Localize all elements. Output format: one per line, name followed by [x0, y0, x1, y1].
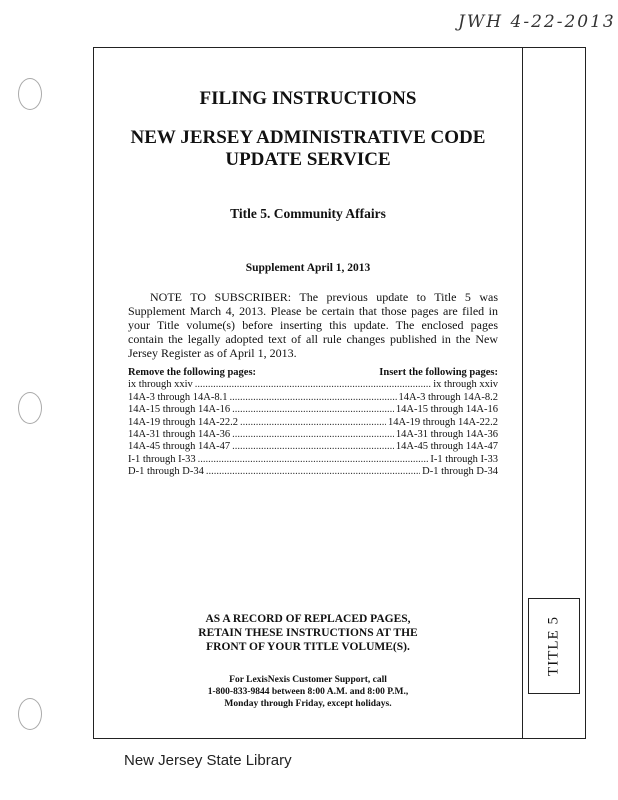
library-stamp: New Jersey State Library	[124, 752, 292, 769]
punch-hole	[18, 698, 42, 730]
dot-leader	[232, 441, 394, 453]
handwritten-initials-date: JWH 4-22-2013	[458, 12, 616, 32]
support-line: 1-800-833-9844 between 8:00 A.M. and 8:00 P.M.,	[207, 687, 409, 697]
insert-pages: 14A-19 through 14A-22.2	[388, 416, 498, 428]
dot-leader	[229, 392, 396, 404]
record-instructions	[93, 612, 523, 654]
insert-pages: 14A-15 through 14A-16	[395, 404, 498, 416]
remove-header: Remove the following pages:	[128, 367, 257, 378]
page-replacement-table	[128, 367, 498, 479]
punch-hole	[18, 392, 42, 424]
insert-pages: D-1 through D-34	[422, 466, 498, 478]
record-line: FRONT OF YOUR TITLE VOLUME(S).	[206, 641, 410, 653]
dot-leader	[240, 417, 386, 429]
code-heading	[93, 127, 523, 171]
remove-pages: ix through xxiv	[128, 379, 193, 391]
customer-support-info	[93, 674, 523, 710]
insert-pages: I-1 through I-33	[430, 453, 498, 465]
table-row	[128, 379, 498, 391]
remove-pages: I-1 through I-33	[128, 453, 196, 465]
subscriber-note	[128, 290, 498, 360]
remove-pages: 14A-19 through 14A-22.2	[128, 416, 238, 428]
table-row	[128, 466, 498, 478]
title-tab-label: TITLE 5	[545, 616, 562, 676]
supplement-date: Supplement April 1, 2013	[245, 262, 371, 274]
record-line: RETAIN THESE INSTRUCTIONS AT THE	[198, 627, 418, 639]
table-rows	[128, 379, 498, 478]
title-tab	[528, 598, 580, 694]
remove-pages: 14A-31 through 14A-36	[128, 429, 231, 441]
table-row	[128, 404, 498, 416]
table-row	[128, 417, 498, 429]
subscriber-note-text: NOTE TO SUBSCRIBER: The previous update to Title 5 was Supplement March 4, 2013. Please be certain that those pages are filed in your Title volume(s) before inserting this update. The enclosed pages contain the legally adopted text of all rule changes published in the New Jersey Register as of April 1, 2013.	[128, 290, 498, 360]
code-heading-line2: UPDATE SERVICE	[225, 149, 391, 170]
dot-leader	[198, 454, 429, 466]
title-name: Title 5. Community Affairs	[230, 206, 386, 221]
table-row	[128, 454, 498, 466]
insert-pages: 14A-45 through 14A-47	[395, 441, 498, 453]
insert-pages: 14A-31 through 14A-36	[395, 429, 498, 441]
remove-pages: 14A-45 through 14A-47	[128, 441, 231, 453]
dot-leader	[232, 404, 394, 416]
support-line: Monday through Friday, except holidays.	[224, 699, 392, 709]
record-line: AS A RECORD OF REPLACED PAGES,	[205, 613, 411, 625]
insert-header: Insert the following pages:	[379, 367, 498, 378]
insert-pages: ix through xxiv	[433, 379, 498, 391]
table-row	[128, 429, 498, 441]
insert-pages: 14A-3 through 14A-8.2	[398, 391, 498, 403]
code-heading-line1: NEW JERSEY ADMINISTRATIVE CODE	[130, 127, 486, 148]
dot-leader	[195, 379, 432, 391]
filing-instructions-heading: FILING INSTRUCTIONS	[199, 88, 417, 109]
table-row	[128, 392, 498, 404]
remove-pages: 14A-15 through 14A-16	[128, 404, 231, 416]
dot-leader	[206, 466, 420, 478]
remove-pages: 14A-3 through 14A-8.1	[128, 391, 228, 403]
dot-leader	[232, 429, 394, 441]
punch-hole	[18, 78, 42, 110]
table-row	[128, 441, 498, 453]
remove-pages: D-1 through D-34	[128, 466, 204, 478]
support-line: For LexisNexis Customer Support, call	[229, 675, 387, 685]
table-header	[128, 367, 498, 379]
